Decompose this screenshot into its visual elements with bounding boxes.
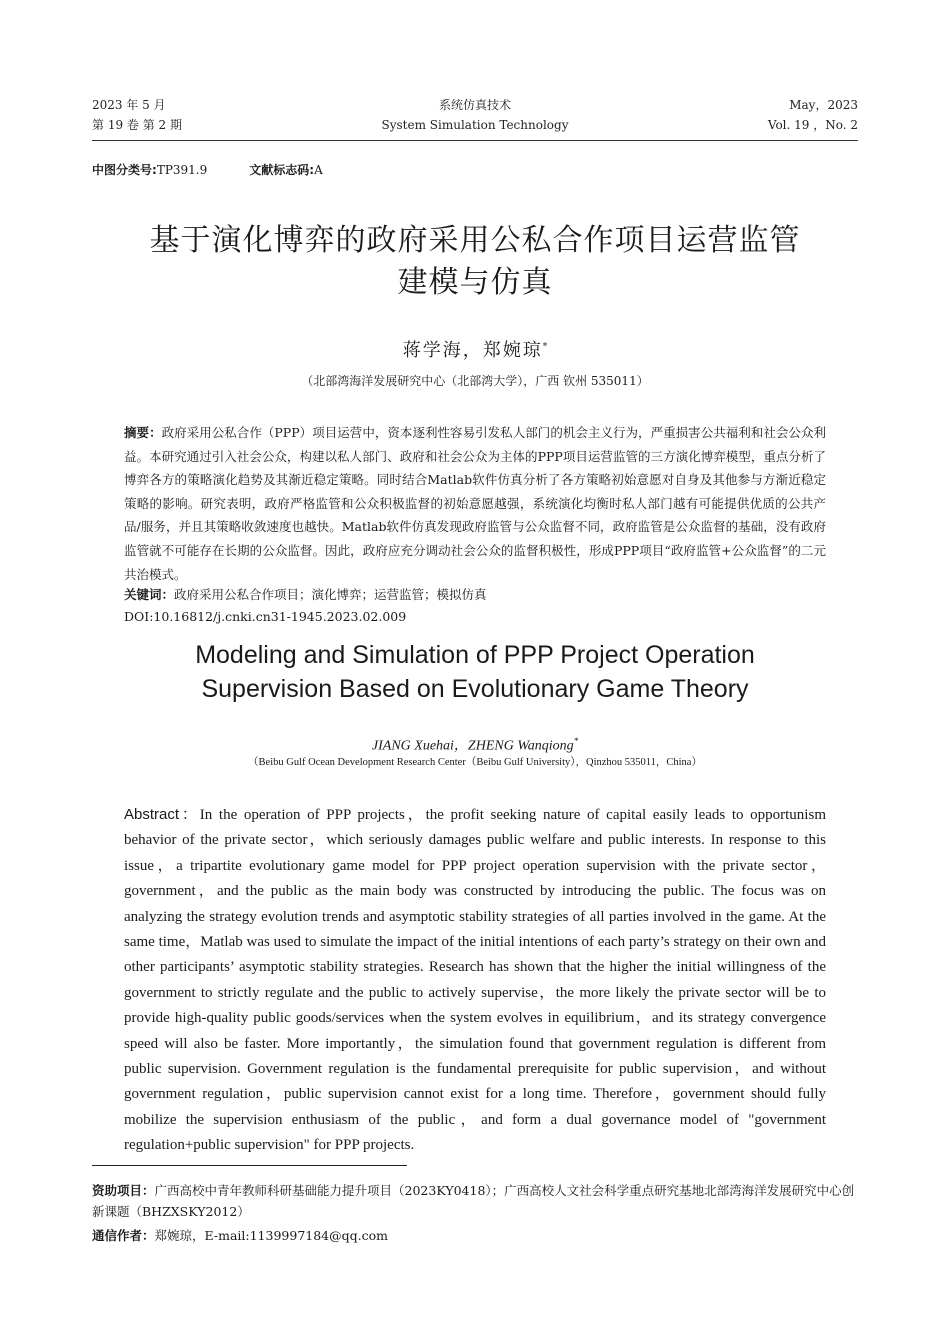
corresponding-mark-cn: * [542, 342, 548, 352]
header-date-en: May，2023 [789, 98, 858, 112]
header-date: 2023 年 5 月 [92, 98, 166, 112]
header-volume-en: Vol. 19 ，No. 2 [767, 118, 858, 132]
abstract-en-label: Abstract： [124, 806, 200, 823]
paper-title-en [92, 638, 858, 706]
abstract-cn-label: 摘要： [124, 425, 162, 440]
funding-label: 资助项目： [92, 1183, 155, 1198]
author-names-cn: 蒋学海，郑婉琼 [402, 340, 543, 361]
header-volume: 第 19 卷 第 2 期 [92, 118, 182, 132]
classification-line [92, 162, 323, 178]
keywords-cn [124, 584, 826, 606]
keywords-cn-text: 政府采用公私合作项目；演化博弈；运营监管；模拟仿真 [174, 587, 487, 602]
doc-code-label: 文献标志码: [249, 163, 315, 177]
journal-name-en: System Simulation Technology [381, 118, 569, 132]
title-cn-line2: 建模与仿真 [397, 265, 553, 300]
abstract-cn-text: 政府采用公私合作（PPP）项目运营中，资本逐利性容易引发私人部门的机会主义行为，严重损害公共福利和社会公众利益。本研究通过引入社会公众，构建以私人部门、政府和社会公众为主体的PPP项目运营监管的三方演化博弈模型，重点分析了博弈各方的策略演化趋势及其渐近稳定策略。同时结合Matlab软件仿真分析了各方策略初始意愿对自身及其他参与方渐近稳定策略的影响。研究表明，政府严格监管和公众积极监督的初始意愿越强，系统演化均衡时私人部门越有可能提供优质的公共产品/服务，并且其策略收敛速度也越快。Matlab软件仿真发现政府监管与公众监督不同，政府监管是公众监督的基础，没有政府监管就不可能存在长期的公众监督。因此，政府应充分调动社会公众的监督积极性，形成PPP项目“政府监管+公众监督”的二元共治模式。 [124, 425, 826, 582]
clc-value: TP391.9 [156, 163, 208, 177]
funding-note [92, 1180, 862, 1222]
header-divider [92, 140, 858, 141]
abstract-en [124, 802, 826, 1159]
authors-cn [92, 334, 858, 364]
running-header-issue [92, 95, 182, 135]
title-en-line2: Supervision Based on Evolutionary Game Theory [201, 675, 749, 703]
affiliation-en: （Beibu Gulf Ocean Development Research Center（Beibu Gulf University），Qinzhou 535011，China） [248, 757, 702, 768]
abstract-cn [124, 421, 826, 586]
affiliation-cn: （北部湾海洋发展研究中心（北部湾大学），广西 钦州 535011） [301, 374, 649, 388]
author-names-en: JIANG Xuehai，ZHENG Wanqiong [371, 738, 574, 754]
running-header-journal [300, 95, 650, 135]
abstract-en-text: In the operation of PPP projects，the profit seeking nature of capital easily leads to opportunism behavior of the private sector，which seriously damages public welfare and public interests. In response to this issue，a tripartite evolutionary game model for PPP project operation supervision with the private sector，government，and the public as the main body was constructed by introducing the public. The focus was on analyzing the strategy evolution trends and asymptotic stability strategies of all parties involved in the game. At the same time，Matlab was used to simulate the impact of the initial intentions of each party’s strategy on their own and other participants’ asymptotic stability strategies. Research has shown that the higher the initial willingness of the government to strictly regulate and the public to actively supervise，the more likely the private sector will be to provide high-quality public goods/services when the system evolves in equilibrium，and its strategy convergence speed will also be faster. More importantly，the simulation found that government regulation is different from public supervision. Government regulation is the fundamental prerequisite for public supervision，and without government regulation，public supervision cannot exist for a long time. Therefore，government should fully mobilize the supervision enthusiasm of the public，and form a dual governance model of "government regulation+public supervision" for PPP projects. [124, 807, 826, 1154]
doi-link[interactable]: DOI:10.16812/j.cnki.cn31-1945.2023.02.009 [124, 609, 407, 624]
funding-text: 广西高校中青年教师科研基础能力提升项目（2023KY0418）；广西高校人文社会科学重点研究基地北部湾海洋发展研究中心创新课题（BHZXSKY2012） [92, 1183, 855, 1219]
doc-code-value: A [314, 163, 323, 177]
running-header-issue-en [768, 95, 858, 135]
correspondence-text[interactable]: 郑婉琼，E-mail:1139997184@qq.com [154, 1228, 388, 1243]
title-cn-line1: 基于演化博弈的政府采用公私合作项目运营监管 [149, 223, 801, 258]
correspondence-label: 通信作者： [92, 1228, 155, 1243]
corresponding-mark-en: * [573, 736, 579, 746]
footnote-divider [92, 1165, 407, 1166]
clc-label: 中图分类号: [92, 163, 157, 177]
keywords-cn-label: 关键词： [124, 587, 175, 602]
correspondence-note [92, 1226, 862, 1246]
journal-name-cn: 系统仿真技术 [438, 98, 511, 112]
authors-en [92, 731, 858, 757]
title-en-line1: Modeling and Simulation of PPP Project Operation [195, 641, 755, 669]
paper-title-cn [92, 220, 858, 304]
